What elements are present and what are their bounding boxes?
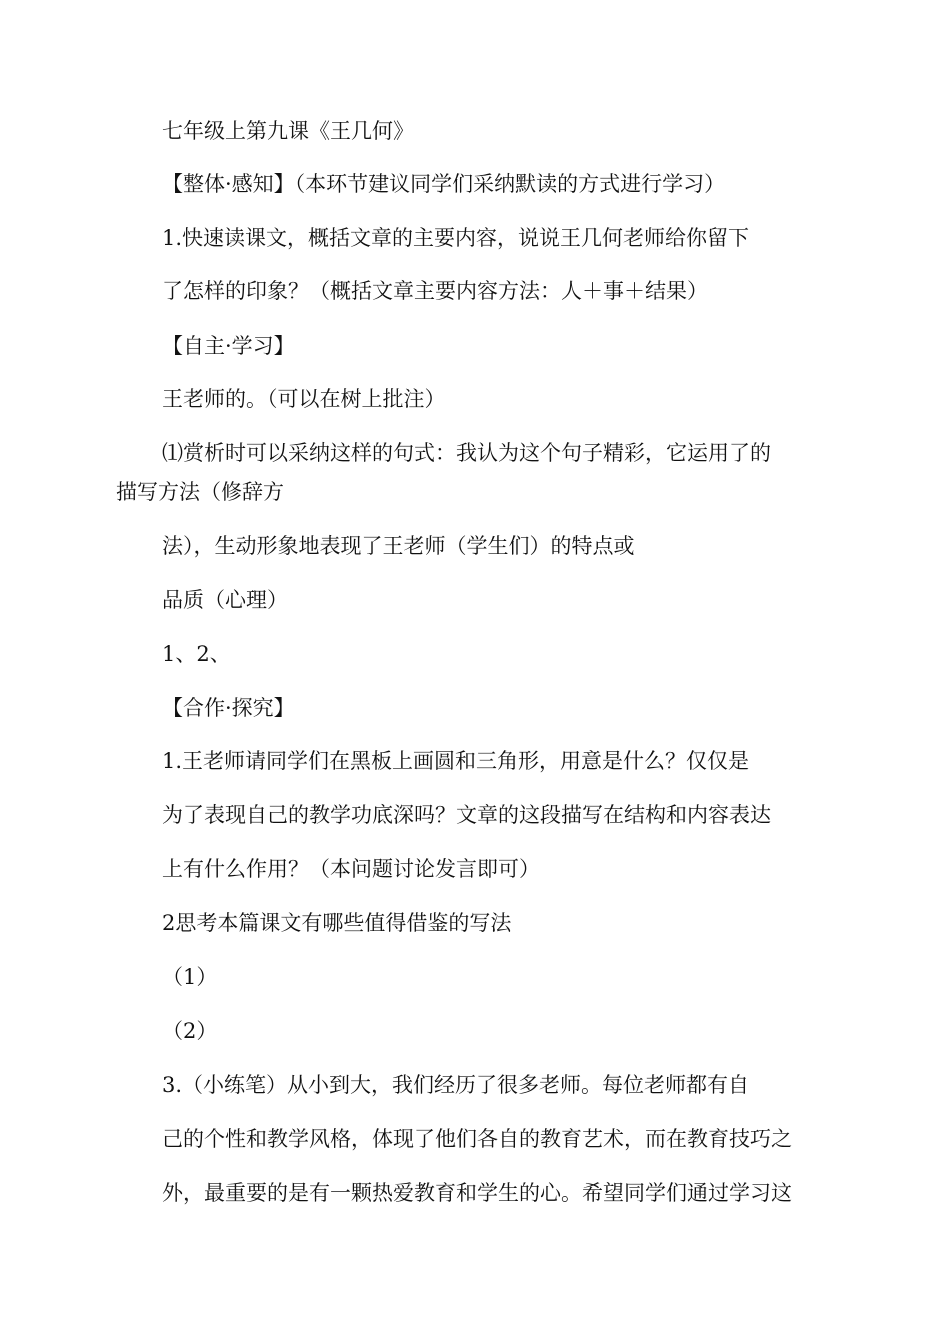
answer-item-2: （2） (162, 1019, 218, 1043)
section-heading-overall-perception: 【整体·感知】（本环节建议同学们采纳默读的方式进行学习） (162, 172, 726, 196)
cooperation-question-1-line-2: 为了表现自己的教学功底深吗？文章的这段描写在结构和内容表达 (162, 803, 771, 827)
section-heading-cooperation: 【合作·探究】 (162, 696, 295, 720)
writing-practice-line-3: 外，最重要的是有一颗热爱教育和学生的心。希望同学们通过学习这 (162, 1181, 792, 1205)
section-heading-self-study: 【自主·学习】 (162, 334, 295, 358)
question-1-line-2: 了怎样的印象？（概括文章主要内容方法：人＋事＋结果） (162, 279, 708, 303)
sentence-pattern-line-2: 描写方法（修辞方 (116, 480, 284, 504)
annotation-prompt: 王老师的。（可以在树上批注） (162, 387, 446, 411)
answer-numbers: 1、2、 (162, 642, 231, 666)
cooperation-question-2: 2思考本篇课文有哪些值得借鉴的写法 (162, 911, 512, 935)
sentence-pattern-line-3: 法），生动形象地表现了王老师（学生们）的特点或 (162, 534, 635, 558)
document-title: 七年级上第九课《王几何》 (162, 119, 414, 143)
sentence-pattern-line-4: 品质（心理） (162, 588, 288, 612)
answer-item-1: （1） (162, 965, 218, 989)
writing-practice-line-1: 3.（小练笔）从小到大，我们经历了很多老师。每位老师都有自 (162, 1073, 750, 1097)
cooperation-question-1-line-1: 1.王老师请同学们在黑板上画圆和三角形，用意是什么？仅仅是 (162, 749, 750, 773)
writing-practice-line-2: 己的个性和教学风格，体现了他们各自的教育艺术，而在教育技巧之 (162, 1127, 792, 1151)
question-1-line-1: 1.快速读课文，概括文章的主要内容，说说王几何老师给你留下 (162, 226, 750, 250)
cooperation-question-1-line-3: 上有什么作用？（本问题讨论发言即可） (162, 857, 540, 881)
sentence-pattern-line-1: ⑴赏析时可以采纳这样的句式：我认为这个句子精彩，它运用了的 (162, 441, 771, 465)
